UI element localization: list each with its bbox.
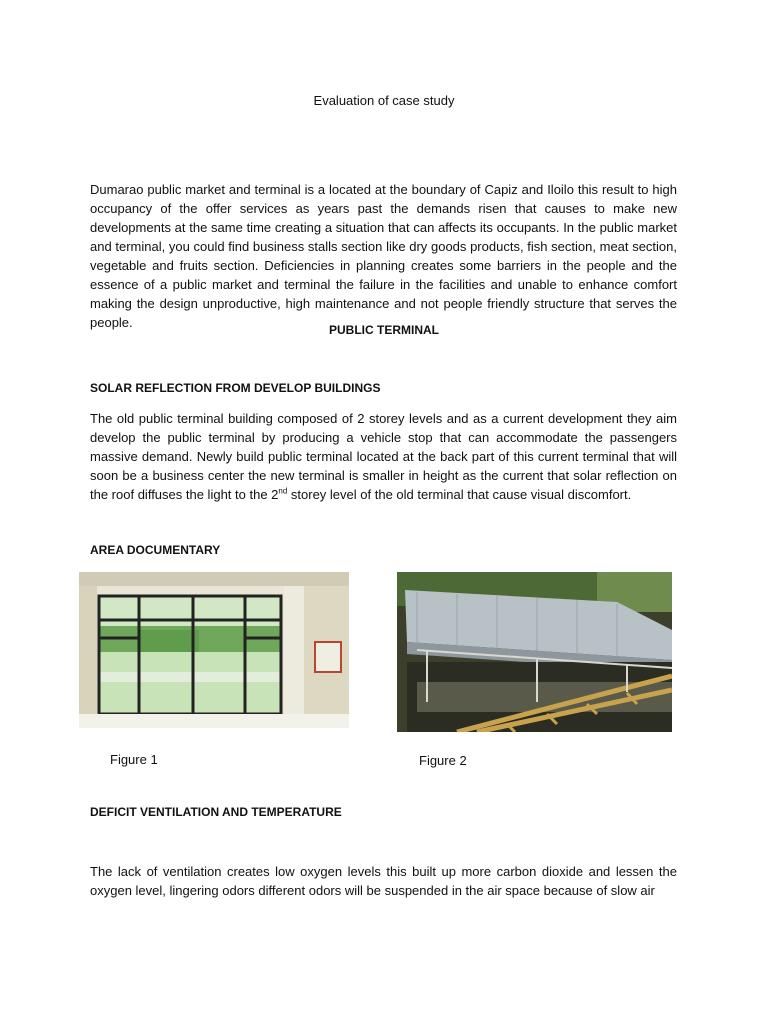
- heading-deficit-ventilation: DEFICIT VENTILATION AND TEMPERATURE: [90, 805, 342, 819]
- heading-area-documentary: AREA DOCUMENTARY: [90, 543, 221, 557]
- ventilation-paragraph: The lack of ventilation creates low oxygen levels this built up more carbon dioxide and lessen the oxygen level, lingering odors different odors will be suspended in the air space because of slow air: [90, 864, 677, 898]
- interior-glass-door-photo: [79, 572, 349, 728]
- ordinal-superscript: nd: [278, 486, 288, 496]
- page-title: Evaluation of case study: [313, 93, 455, 108]
- intro-paragraph: Dumarao public market and terminal is a located at the boundary of Capiz and Iloilo this result to high occupancy of the offer services as years past the demands risen that causes to make new developments at the same time creating a situation that can affects its occupants. In the public market and terminal, you could find business stalls section like dry goods products, fish section, meat section, vegetable and fruits section. Deficiencies in planning creates some barriers in the people and the essence of a public market and terminal the failure in the facilities and unable to enhance comfort making the design unproductive, high maintenance and not people friendly structure that serves the people.: [90, 182, 677, 330]
- solar-paragraph-text-end: storey level of the old terminal that cause visual discomfort.: [287, 487, 632, 502]
- heading-public-terminal: PUBLIC TERMINAL: [329, 323, 439, 337]
- solar-paragraph: [90, 409, 677, 504]
- figure-1-photo: [79, 572, 349, 728]
- figure-2-caption: Figure 2: [419, 753, 467, 768]
- solar-paragraph-text: The old public terminal building composed of 2 storey levels and as a current development they aim develop the public terminal by producing a vehicle stop that can accommodate the passengers massive demand. Newly build public terminal located at the back part of this current terminal that will soon be a business center the new terminal is smaller in height as the current that solar reflection on the roof diffuses the light to the 2: [90, 411, 677, 502]
- metal-roof-photo: [397, 572, 672, 732]
- heading-solar-reflection: SOLAR REFLECTION FROM DEVELOP BUILDINGS: [90, 381, 381, 395]
- figure-1-caption: Figure 1: [110, 752, 158, 767]
- figure-2-photo: [397, 572, 672, 732]
